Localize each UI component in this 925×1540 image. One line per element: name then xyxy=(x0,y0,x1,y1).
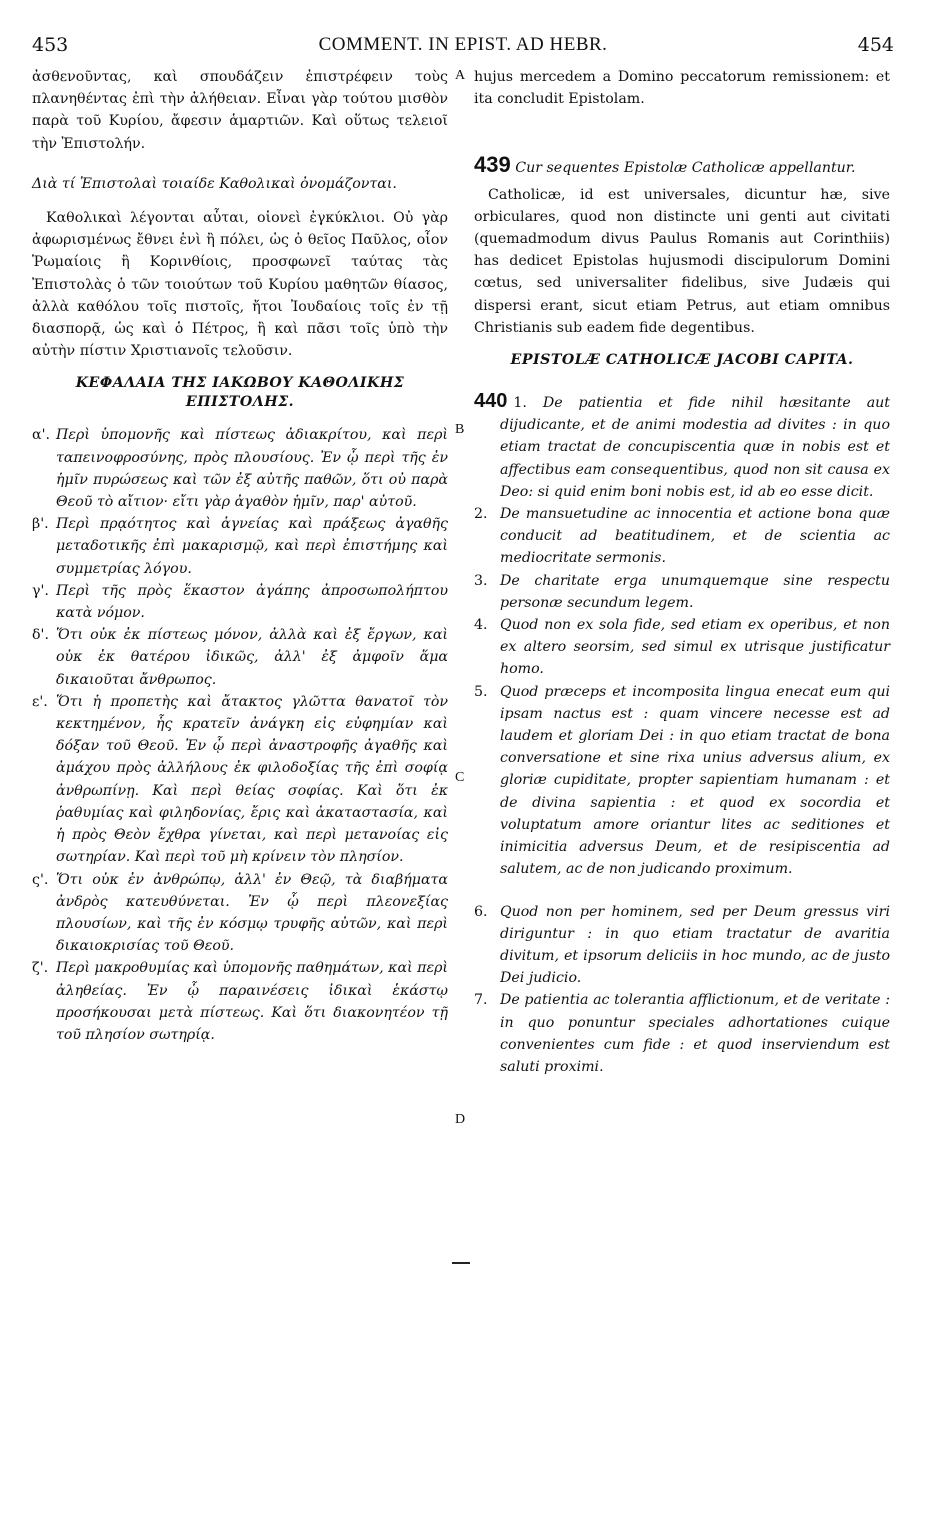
latin-subheading: 439 Cur sequentes Epistolæ Catholicæ appellantur. xyxy=(474,152,856,178)
latin-chapter-item: 4. Quod non ex sola fide, sed etiam ex operibus, et non ex altero seorsim, sed simul ex utrisque justificatur homo. xyxy=(474,617,890,678)
latin-chapter-item: 6. Quod non per hominem, sed per Deum gressus viri diriguntur : in quo etiam tractatur de avaritia divitum, et ipsorum deliciis in hoc mundo, ac de justo Dei judicio. xyxy=(474,903,890,987)
section-number-439: 439 xyxy=(474,152,511,178)
latin-chapter-list xyxy=(474,390,890,1078)
latin-chapter-item: 3. De charitate erga unumquemque sine respectu personæ secundum legem. xyxy=(474,572,890,611)
greek-chapter-item: δ'. Ὅτι οὐκ ἐκ πίστεως μόνον, ἀλλὰ καὶ ἐξ ἔργων, καὶ οὐκ ἐκ θατέρου ἰδικῶς, ἀλλ' ἐξ ἀμφοῖν ἅμα δικαιοῦται ἄνθρωπος. xyxy=(32,627,448,688)
greek-paragraph: Καθολικαὶ λέγονται αὗται, οἱονεὶ ἐγκύκλιοι. Οὐ γὰρ ἀφωρισμένως ἔθνει ἑνὶ ἢ πόλει, ὡς ὁ θεῖος Παῦλος, οἷον Ῥωμαίοις ἢ Κορινθίοις, προσφωνεῖ ταύτας τὰς Ἐπιστολὰς ὁ τῶν τοιούτων τοῦ Κυρίου μαθητῶν θίασος, ἀλλὰ καθόλου τοῖς πιστοῖς, ἤτοι Ἰουδαίοις τοῖς ἐν τῇ διασπορᾷ, ὡς καὶ ὁ Πέτρος, ἢ καὶ πᾶσι τοῖς ὑπὸ τὴν αὐτὴν πίστιν Χριστιανοῖς τελοῦσιν. xyxy=(32,210,448,360)
margin-letter-d: D xyxy=(455,1112,466,1127)
running-header xyxy=(32,34,894,62)
latin-intro: hujus mercedem a Domino peccatorum remissionem: et ita concludit Epistolam. xyxy=(474,69,890,108)
greek-chapter-item: β'. Περὶ πρᾳότητος καὶ ἁγνείας καὶ πράξεως ἀγαθῆς μεταδοτικῆς ἐπὶ μακαρισμῷ, καὶ περὶ ἐπιστήμης καὶ συμμετρίας λόγου. xyxy=(32,516,448,577)
greek-chapter-item: α'. Περὶ ὑπομονῆς καὶ πίστεως ἀδιακρίτου, καὶ περὶ ταπεινοφροσύνης, πρὸς πλουσίους. Ἐν ᾧ περὶ τῆς ἐν ἡμῖν πυρώσεως καὶ τῶν ἐξ αὐτῆς παθῶν, ὅτι οὐ παρὰ Θεοῦ τὸ αἴτιον· εἴτι γὰρ ἀγαθὸν ἡμῖν, παρ' αὐτοῦ. xyxy=(32,427,448,511)
latin-chapter-item: 2. De mansuetudine ac innocentia et actione bona quæ conducit ad beatitudinem, et de scientia ac mediocritate sermonis. xyxy=(474,506,890,567)
latin-chapter-item: 5. Quod præceps et incomposita lingua enecat eum qui ipsam nactus est : quam vincere necesse est ad laudem et gloriam Dei : in quo etiam tractat de bona conversatione et sine rixa unius adversus alium, ex gloriæ cupiditate, propter sapientiam humanam : et de divina sapientia : et quod ex socordia et voluptatum amore oriantur lites ac seditiones et inimicitia adversus Deum, et de resipiscentia ad salutem, ac de non judicando proximum. xyxy=(474,683,890,878)
latin-chapter-heading: EPISTOLÆ CATHOLICÆ JACOBI CAPITA. xyxy=(510,352,854,369)
section-number-440: 440 xyxy=(474,390,508,413)
greek-chapter-item: ς'. Ὅτι οὐκ ἐν ἀνθρώπῳ, ἀλλ' ἐν Θεῷ, τὰ διαβήματα ἀνδρὸς κατευθύνεται. Ἐν ᾧ περὶ πλεονεξίας πλουσίων, καὶ τῆς ἐν κόσμῳ τρυφῆς αὐτῶν, καὶ περὶ δικαιοκρισίας τοῦ Θεοῦ. xyxy=(32,871,448,955)
page-number-right: 454 xyxy=(857,34,894,56)
latin-paragraph: Catholicæ, id est universales, dicuntur hæ, sive orbiculares, quod non distincte uni genti aut civitati (quemadmodum divus Paulus Romanis aut Corinthiis) has dedicet Epistolas hujusmodi discipulorum Domini cœtus, sed universaliter fidelibus, sive Judæis qui dispersi erant, sicut etiam Petrus, aut etiam omnibus Christianis sub eadem fide degentibus. xyxy=(474,186,890,336)
latin-chapter-item: 7. De patientia ac tolerantia afflictionum, et de veritate : in quo ponuntur speciales adhortationes cuique convenientes cum fide : et quod inserviendum est saluti proximi. xyxy=(474,992,890,1075)
page-title: COMMENT. IN EPIST. AD HEBR. xyxy=(318,34,608,55)
latin-chapter-item: 440 1. De patientia et fide nihil hæsitante aut dijudicante, et de animi modestia ad divites : in quo etiam tractat de concupiscentia quæ in nobis est et affectibus eam consequentibus, quod non sit causa ex Deo: si quid enim boni nobis est, id ab eo esse dicit. xyxy=(474,390,891,500)
footer-rule xyxy=(452,1262,470,1264)
margin-letter-c: C xyxy=(455,770,465,785)
greek-column xyxy=(32,66,448,1046)
latin-column xyxy=(474,66,890,1078)
greek-chapter-item: γ'. Περὶ τῆς πρὸς ἕκαστον ἀγάπης ἀπροσωπολήπτου κατὰ νόμον. xyxy=(32,582,448,622)
greek-chapter-item: ε'. Ὅτι ἡ προπετὴς καὶ ἄτακτος γλῶττα θανατοῖ τὸν κεκτημένον, ἧς κρατεῖν ἀνάγκη εἰς εὐφημίαν καὶ δόξαν τοῦ Θεοῦ. Ἐν ᾧ περὶ ἀναστροφῆς ἀγαθῆς καὶ ἀμάχου πρὸς ἀλλήλους ἐκ φιλοδοξίας τῆς ἐπὶ σοφίᾳ ἀνθρωπίνῃ. Καὶ περὶ θείας σοφίας. Καὶ ὅτι ἐκ ῥαθυμίας καὶ φιληδονίας, ἔρις καὶ ἀκαταστασία, καὶ ἡ πρὸς Θεὸν ἔχθρα γίνεται, καὶ περὶ μετανοίας εἰς σωτηρίαν. Καὶ περὶ τοῦ μὴ κρίνειν τὸν πλησίον. xyxy=(32,693,448,866)
margin-letter-b: B xyxy=(455,422,465,437)
greek-intro: ἀσθενοῦντας, καὶ σπουδάζειν ἐπιστρέφειν τοὺς πλανηθέντας ἐπὶ τὴν ἀλήθειαν. Εἶναι γὰρ τούτου μισθὸν παρὰ τοῦ Κυρίου, ἄφεσιν ἁμαρτιῶν. Καὶ οὕτως τελειοῖ τὴν Ἐπιστολήν. xyxy=(32,69,448,152)
greek-chapter-item: ζ'. Περὶ μακροθυμίας καὶ ὑπομονῆς παθημάτων, καὶ περὶ ἀληθείας. Ἐν ᾧ παραινέσεις ἰδικαὶ ἑκάστῳ προσήκουσαι μετὰ πίστεως. Καὶ ὅτι διακονητέον τῇ τοῦ πλησίον σωτηρίᾳ. xyxy=(32,960,448,1043)
page-number-left: 453 xyxy=(32,34,69,56)
greek-subheading: Διὰ τί Ἐπιστολαὶ τοιαίδε Καθολικαὶ ὀνομάζονται. xyxy=(32,175,397,192)
greek-chapter-list xyxy=(32,424,448,1046)
greek-chapter-heading: ΚΕΦΑΛΑΙΑ ΤΗΣ ΙΑΚΩΒΟΥ ΚΑΘΟΛΙΚΗΣ ΕΠΙΣΤΟΛΗΣ. xyxy=(75,375,405,411)
margin-letter-a: A xyxy=(455,68,466,83)
